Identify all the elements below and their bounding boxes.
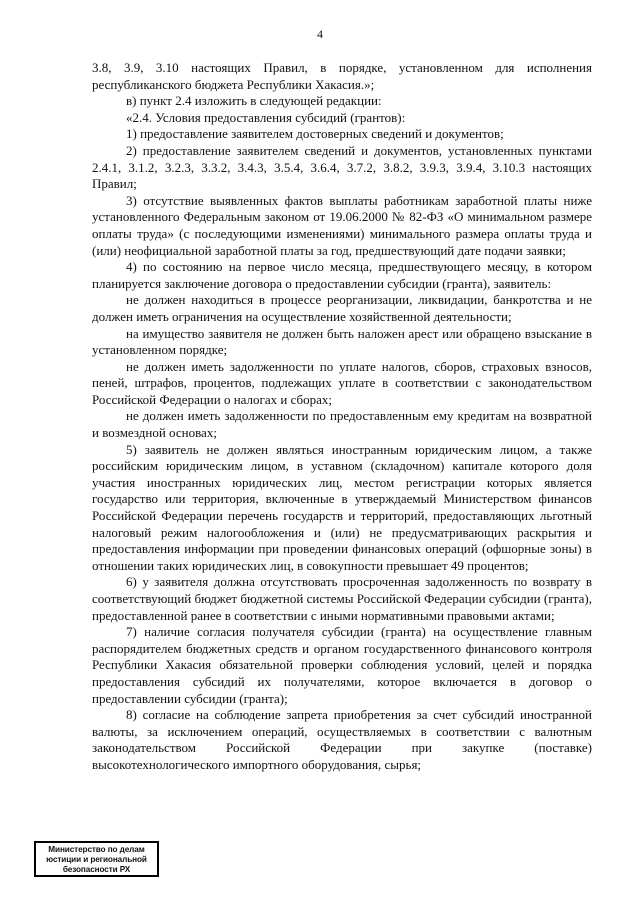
document-body [92,60,592,774]
paragraph: 5) заявитель не должен являться иностранным юридическим лицом, а также российским юридическим лицом, в уставном (складочном) капитале которого доля участия иностранных юридических лиц, местом регистрации которых является государство или территория, включенные в утверждаемый Министерством финансов Российской Федерации перечень государств и территорий, предоставляющих льготный налоговый режим налогообложения и (или) не предусматривающих раскрытия и предоставления информации при проведении финансовых операций (офшорные зоны) в отношении таких юридических лиц, в совокупности превышает 49 процентов; [92,441,592,573]
page-number: 4 [317,27,323,41]
paragraph: в) пункт 2.4 изложить в следующей редакции: [126,93,382,109]
ministry-stamp [34,841,159,877]
paragraph: на имущество заявителя не должен быть наложен арест или обращено взыскание в установленном порядке; [92,325,592,358]
paragraph: 8) согласие на соблюдение запрета приобретения за счет субсидий иностранной валюты, за исключением операций, осуществляемых в соответствии с валютным законодательством Российской Федерации при закупке (поставке) высокотехнологического импортного оборудования, сырья; [92,707,592,772]
stamp-line: юстиции и региональной [46,855,147,865]
paragraph: не должен находиться в процессе реорганизации, ликвидации, банкротства и не должен иметь ограничения на осуществление хозяйственной деятельности; [92,292,592,324]
paragraph: 3) отсутствие выявленных фактов выплаты работникам заработной платы ниже установленного Федеральным законом от 19.06.2000 № 82-ФЗ «О минимальном размере оплаты труда» (с последующими изменениями) минимального размера оплаты труда и (или) неофициальной заработной платы за год, предшествующий дате подачи заявки; [92,192,592,258]
paragraph: 2) предоставление заявителем сведений и документов, установленных пунктами 2.4.1, 3.1.2, 3.2.3, 3.3.2, 3.4.3, 3.5.4, 3.6.4, 3.7.2, 3.8.2, 3.9.3, 3.9.4, 3.10.3 настоящих Правил; [92,142,592,192]
paragraph: 6) у заявителя должна отсутствовать просроченная задолженность по возврату в соответствующий бюджет бюджетной системы Российской Федерации субсидии (гранта), предоставленной ранее в соответствии с иными нормативными правовыми актами; [92,574,592,623]
paragraph: не должен иметь задолженности по предоставленным ему кредитам на возвратной и возмездной основах; [92,408,592,441]
paragraph: 3.8, 3.9, 3.10 настоящих Правил, в порядке, установленном для исполнения республиканского бюджета Республики Хакасия.»; [92,60,592,92]
paragraph: 4) по состоянию на первое число месяца, предшествующего месяцу, в котором планируется заключение договора о предоставлении субсидии (гранта), заявитель: [92,259,592,291]
paragraph: не должен иметь задолженности по уплате налогов, сборов, страховых взносов, пеней, штрафов, процентов, подлежащих уплате в соответствии с законодательством Российской Федерации о налогах и сборах; [92,358,592,407]
paragraph: 1) предоставление заявителем достоверных сведений и документов; [126,126,504,142]
paragraph: 7) наличие согласия получателя субсидии (гранта) на осуществление главным распорядителем бюджетных средств и органом государственного финансового контроля Республики Хакасия обязательной проверки соблюдения условий, целей и порядка предоставления субсидий их получателями, которое включается в договор о предоставлении субсидии (гранта); [92,624,592,706]
paragraph: «2.4. Условия предоставления субсидий (грантов): [126,109,406,125]
stamp-line: безопасности РХ [62,865,131,875]
stamp-line: Министерство по делам [48,845,145,854]
